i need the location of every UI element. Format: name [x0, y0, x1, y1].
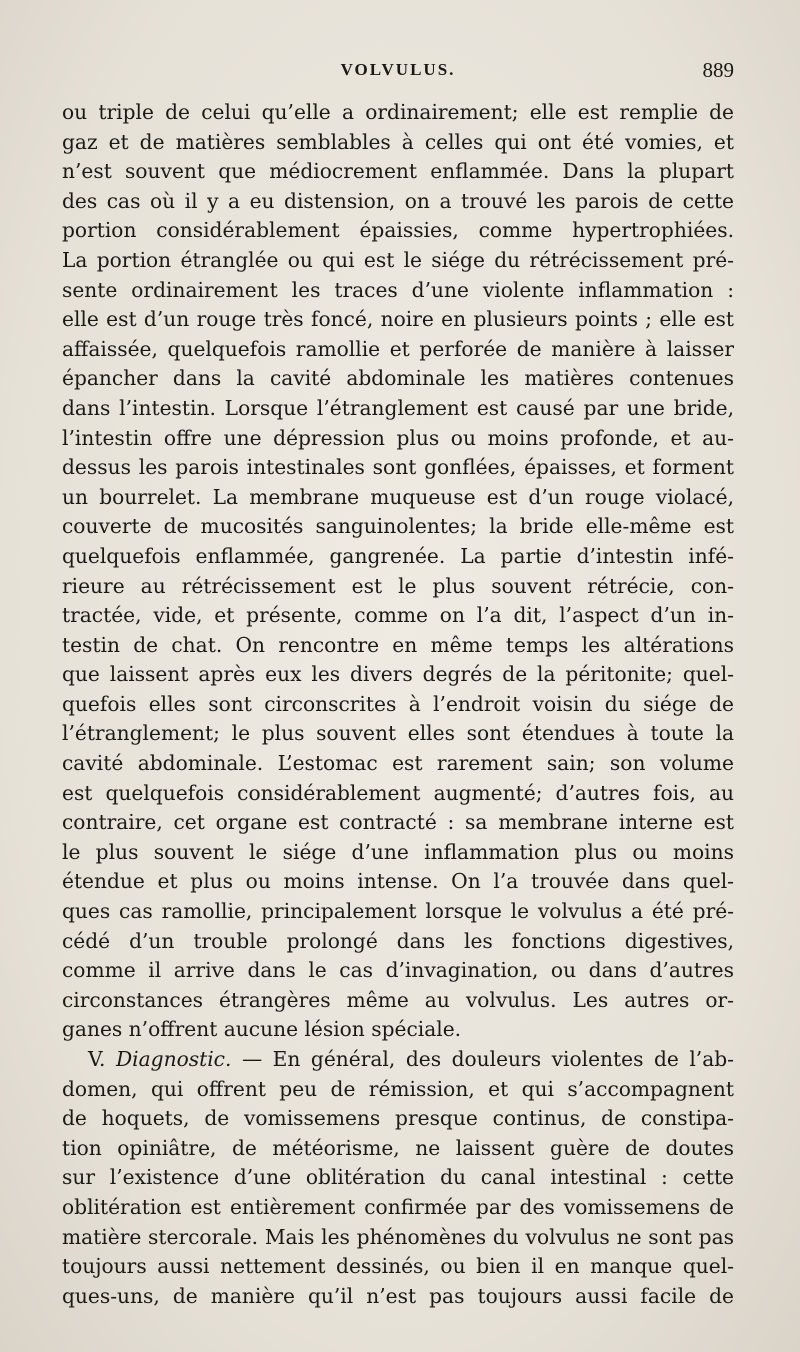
text-line: tion opiniâtre, de météorisme, ne laissent guère de doutes	[62, 1135, 734, 1160]
text-line: tractée, vide, et présente, comme on l’a dit, l’aspect d’un in-	[62, 603, 734, 628]
text-line: de hoquets, de vomissemens presque continus, de constipa-	[62, 1106, 734, 1131]
text-line: est quelquefois considérablement augmenté; d’autres fois, au	[62, 780, 734, 805]
text-line: affaissée, quelquefois ramollie et perforée de manière à laisser	[62, 336, 734, 361]
text-line: des cas où il y a eu distension, on a trouvé les parois de cette	[62, 188, 734, 213]
text-line: ou triple de celui qu’elle a ordinairement; elle est remplie de	[62, 100, 734, 124]
text-line: l’étranglement; le plus souvent elles sont étendues à toute la	[62, 721, 734, 746]
text-line: un bourrelet. La membrane muqueuse est d’un rouge violacé,	[62, 484, 734, 509]
text-line: rieure au rétrécissement est le plus souvent rétrécie, con-	[62, 573, 734, 598]
text-line: testin de chat. On rencontre en même temps les altérations	[62, 632, 734, 657]
page-header	[62, 60, 734, 90]
text-line: portion considérablement épaissies, comme hypertrophiées.	[62, 218, 734, 243]
section-heading-line	[62, 1045, 734, 1075]
paragraph-last-line: ganes n’offrent aucune lésion spéciale.	[62, 1017, 462, 1042]
text-line: comme il arrive dans le cas d’invagination, ou dans d’autres	[62, 958, 734, 983]
text-line: circonstances étrangères même au volvulus. Les autres or-	[62, 987, 734, 1012]
text-line: domen, qui offrent peu de rémission, et qui s’accompagnent	[62, 1076, 734, 1101]
text-line: cavité abdominale. L’estomac est rarement sain; son volume	[62, 751, 734, 776]
text-line: ques cas ramollie, principalement lorsque le volvulus a été pré-	[62, 899, 734, 924]
section-number: V.	[88, 1047, 106, 1071]
text-line: gaz et de matières semblables à celles qui ont été vomies, et	[62, 129, 734, 154]
text-line: cédé d’un trouble prolongé dans les fonctions digestives,	[62, 928, 734, 953]
text-line: étendue et plus ou moins intense. On l’a trouvée dans quel-	[62, 869, 734, 894]
text-line: l’intestin offre une dépression plus ou moins profonde, et au-	[62, 425, 734, 450]
text-line: ques-uns, de manière qu’il n’est pas toujours aussi facile de	[62, 1283, 734, 1308]
page-number: 889	[702, 58, 734, 82]
text-line: toujours aussi nettement dessinés, ou bien il en manque quel-	[62, 1254, 734, 1279]
body-text	[62, 98, 734, 1311]
text-line: matière stercorale. Mais les phénomènes du volvulus ne sont pas	[62, 1224, 734, 1249]
text-line: sente ordinairement les traces d’une violente inflammation :	[62, 277, 734, 302]
text-line: sur l’existence d’une oblitération du canal intestinal : cette	[62, 1165, 734, 1190]
text-line: La portion étranglée ou qui est le siége du rétrécissement pré-	[62, 247, 734, 272]
section-first-line-text: — En général, des douleurs violentes de l’ab-	[241, 1047, 734, 1071]
running-title: VOLVULUS.	[340, 60, 456, 79]
text-line: elle est d’un rouge très foncé, noire en plusieurs points ; elle est	[62, 307, 734, 332]
text-line: dans l’intestin. Lorsque l’étranglement est causé par une bride,	[62, 395, 734, 420]
text-line: oblitération est entièrement confirmée par des vomissemens de	[62, 1194, 734, 1219]
text-line: le plus souvent le siége d’une inflammation plus ou moins	[62, 839, 734, 864]
text-line: dessus les parois intestinales sont gonflées, épaisses, et forment	[62, 455, 734, 480]
section-title: Diagnostic.	[116, 1047, 232, 1071]
text-line: épancher dans la cavité abdominale les matières contenues	[62, 366, 734, 391]
text-line: quefois elles sont circonscrites à l’endroit voisin du siége de	[62, 691, 734, 716]
text-line: couverte de mucosités sanguinolentes; la bride elle-même est	[62, 514, 734, 539]
text-line: contraire, cet organe est contracté : sa membrane interne est	[62, 810, 734, 835]
text-line: n’est souvent que médiocrement enflammée. Dans la plupart	[62, 159, 734, 184]
text-line: quelquefois enflammée, gangrenée. La partie d’intestin infé-	[62, 543, 734, 568]
text-line: que laissent après eux les divers degrés de la péritonite; quel-	[62, 662, 734, 687]
